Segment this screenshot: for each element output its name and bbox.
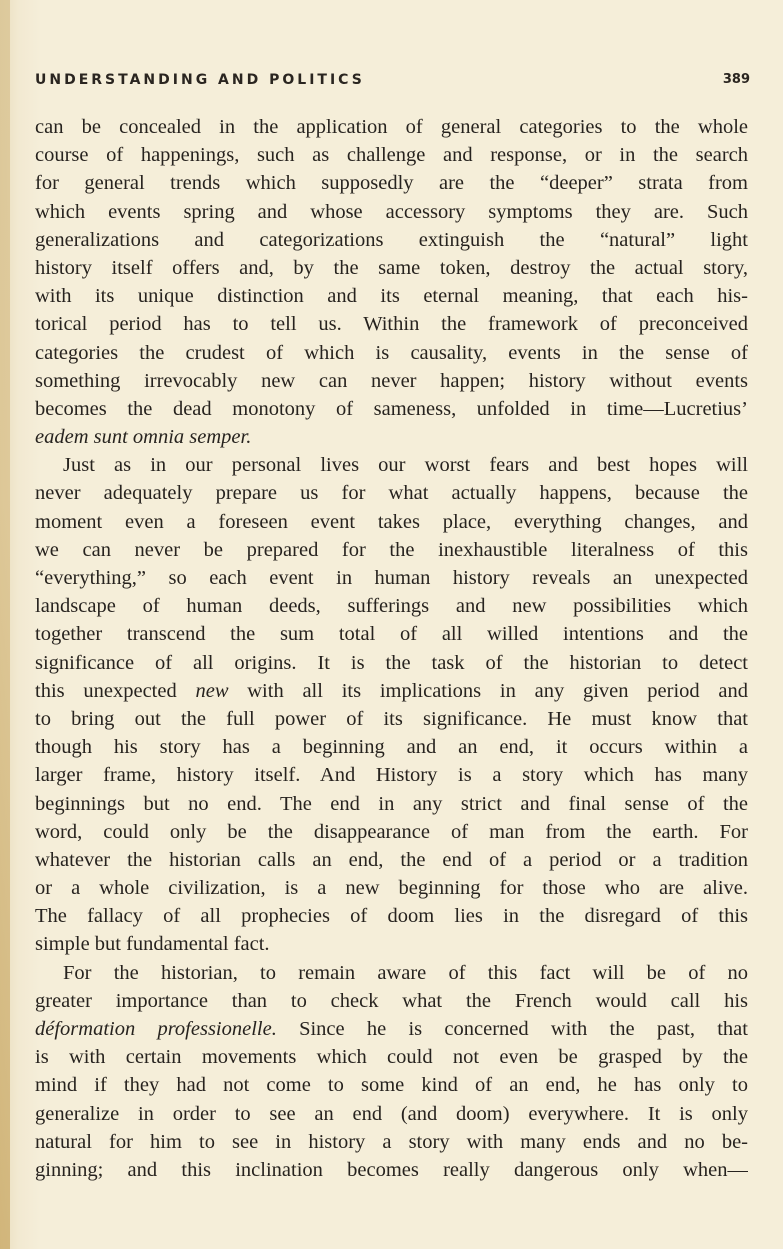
- line-text: For the historian, to remain aware of this fact will be of no: [63, 961, 748, 984]
- text-line: [35, 339, 748, 367]
- text-line: [35, 367, 748, 395]
- line-text: for general trends which supposedly are the “deeper” strata from: [35, 172, 748, 195]
- line-text: history itself offers and, by the same token, destroy the actual story,: [35, 256, 748, 279]
- text-line: [35, 930, 748, 958]
- line-text: generalizations and categorizations extinguish the “natural” light: [35, 228, 748, 251]
- text-line: [35, 846, 748, 874]
- line-text: simple but fundamental fact.: [35, 933, 270, 956]
- text-line: [35, 1100, 748, 1128]
- line-text: word, could only be the disappearance of man from the earth. For: [35, 820, 748, 843]
- line-text: we can never be prepared for the inexhaustible literalness of this: [35, 538, 748, 561]
- running-head-title: UNDERSTANDING AND POLITICS: [35, 72, 365, 88]
- line-text: natural for him to see in history a story with many ends and no be-: [35, 1130, 748, 1153]
- text-line: [35, 395, 748, 423]
- line-text: Just as in our personal lives our worst fears and best hopes will: [63, 454, 748, 477]
- line-text: ginning; and this inclination becomes really dangerous only when—: [35, 1158, 748, 1181]
- line-text: or a whole civilization, is a new beginning for those who are alive.: [35, 877, 748, 900]
- line-text: generalize in order to see an end (and doom) everywhere. It is only: [35, 1102, 748, 1125]
- line-text: with its unique distinction and its eternal meaning, that each his-: [35, 285, 748, 308]
- line-text: beginnings but no end. The end in any strict and final sense of the: [35, 792, 748, 815]
- line-text: becomes the dead monotony of sameness, unfolded in time—Lucretius’: [35, 397, 748, 420]
- text-line: [35, 1015, 748, 1043]
- line-text: though his story has a beginning and an end, it occurs within a: [35, 736, 748, 759]
- line-text: eadem sunt omnia semper.: [35, 426, 252, 449]
- line-text: something irrevocably new can never happen; history without events: [35, 369, 748, 392]
- line-text: whatever the historian calls an end, the end of a period or a tradition: [35, 848, 748, 871]
- line-text: larger frame, history itself. And History is a story which has many: [35, 764, 748, 787]
- text-line: [35, 423, 748, 451]
- text-line: [35, 141, 748, 169]
- text-line: [35, 761, 748, 789]
- page-number: 389: [722, 72, 750, 87]
- text-line: [35, 987, 748, 1015]
- page-gutter-shadow: [0, 0, 10, 1249]
- text-line: [35, 1071, 748, 1099]
- line-text: mind if they had not come to some kind of an end, he has only to: [35, 1074, 748, 1097]
- text-line: [35, 818, 748, 846]
- line-text: The fallacy of all prophecies of doom lies in the disregard of this: [35, 905, 748, 928]
- text-line: [35, 1156, 748, 1184]
- line-text: categories the crudest of which is causality, events in the sense of: [35, 341, 748, 364]
- running-head: [35, 72, 750, 92]
- line-text: landscape of human deeds, sufferings and new possibilities which: [35, 595, 748, 618]
- line-text: significance of all origins. It is the task of the historian to detect: [35, 651, 748, 674]
- text-line: [35, 677, 748, 705]
- line-text: which events spring and whose accessory symptoms they are. Such: [35, 200, 748, 223]
- line-text: never adequately prepare us for what actually happens, because the: [35, 482, 748, 505]
- text-line: [35, 508, 748, 536]
- line-text: course of happenings, such as challenge and response, or in the search: [35, 144, 748, 167]
- line-text: Since he is concerned with the past, that: [276, 1018, 748, 1040]
- line-text: is with certain movements which could not even be grasped by the: [35, 1046, 748, 1069]
- line-text: torical period has to tell us. Within the framework of preconceived: [35, 313, 748, 336]
- line-text: together transcend the sum total of all willed intentions and the: [35, 623, 748, 646]
- text-line: [35, 310, 748, 338]
- text-line: [35, 1128, 748, 1156]
- text-line: [35, 198, 748, 226]
- line-text: can be concealed in the application of general categories to the whole: [35, 116, 748, 138]
- text-line: [35, 564, 748, 592]
- text-line: [35, 620, 748, 648]
- text-line: [35, 874, 748, 902]
- text-line: [35, 169, 748, 197]
- text-line: [35, 902, 748, 930]
- italic-phrase: déformation professionelle.: [35, 1018, 277, 1040]
- line-text: “everything,” so each event in human history reveals an unexpected: [35, 567, 748, 589]
- text-line: [35, 592, 748, 620]
- text-line: [35, 479, 748, 507]
- line-text: to bring out the full power of its significance. He must know that: [35, 707, 748, 730]
- text-line: [35, 536, 748, 564]
- text-line: [35, 649, 748, 677]
- text-line: [35, 254, 748, 282]
- text-line: [35, 959, 748, 987]
- line-text: with all its implications in any given period and: [228, 679, 748, 702]
- line-text: this unexpected: [35, 679, 196, 702]
- text-line: [35, 226, 748, 254]
- text-line: [35, 451, 748, 479]
- line-text: greater importance than to check what the French would call his: [35, 989, 748, 1012]
- text-line: [35, 733, 748, 761]
- line-text: moment even a foreseen event takes place, everything changes, and: [35, 510, 748, 533]
- text-line: [35, 282, 748, 310]
- text-line: [35, 1043, 748, 1071]
- text-line: [35, 790, 748, 818]
- text-line: [35, 705, 748, 733]
- text-line: [35, 113, 748, 141]
- body-text: [35, 113, 748, 1184]
- italic-phrase: new: [195, 679, 229, 702]
